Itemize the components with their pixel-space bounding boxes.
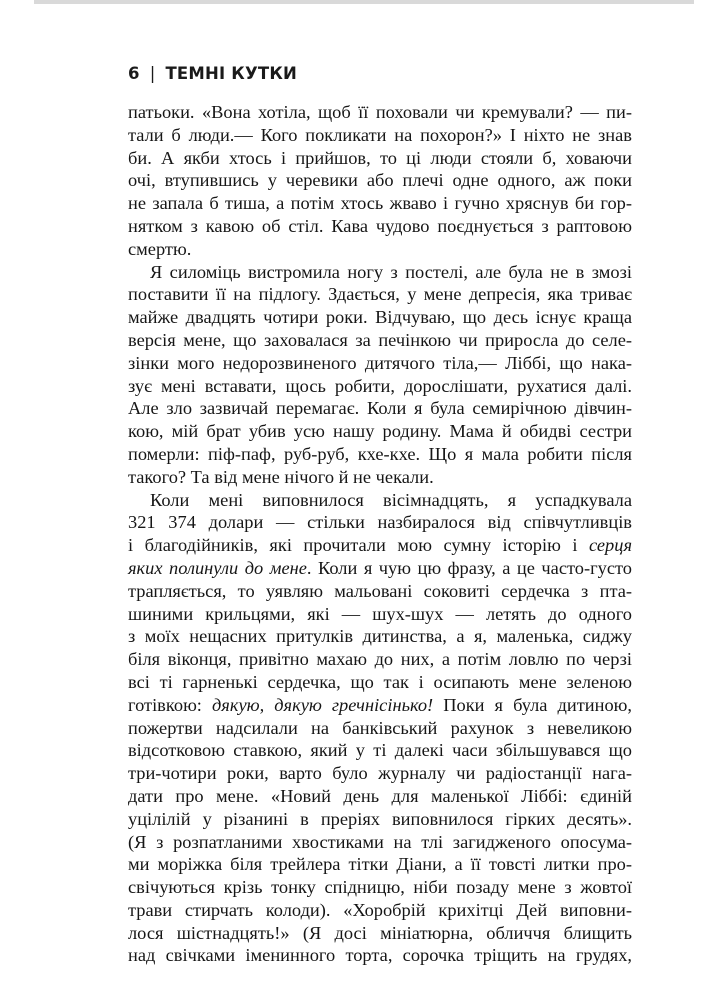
paragraph-3 xyxy=(128,489,632,968)
text-line: смертю. xyxy=(128,238,192,259)
header-separator: | xyxy=(149,64,156,83)
text-line: трави стирчать колоди). «Хоробрій крихітці Дей виповни- xyxy=(128,899,632,920)
book-title: ТЕМНІ КУТКИ xyxy=(165,64,298,83)
text-line xyxy=(128,557,632,580)
text-line: Коли мені виповнилося вісімнадцять, я успадкувала xyxy=(150,489,632,510)
body-text xyxy=(128,101,632,967)
running-head xyxy=(128,64,297,83)
text-line: уцілілій у різанині в преріях виповнилося гірких десять». xyxy=(128,808,632,829)
text-line: над свічками іменинного торта, сорочка тріщить на грудях, xyxy=(128,945,632,966)
text-line: майже двадцять чотири роки. Відчуваю, що десь існує краща xyxy=(128,307,632,328)
italic-fragment: серця xyxy=(588,535,632,556)
text-line: відсотковою ставкою, який у ті далекі часи збільшувався що xyxy=(128,740,632,761)
text-line: такого? Та від мене нічого й не чекали. xyxy=(128,466,434,487)
italic-fragment: яких полинули до мене xyxy=(128,557,307,578)
text-line xyxy=(128,534,632,557)
top-rule xyxy=(34,0,694,4)
text-line: Але зло зазвичай перемагає. Коли я була семирічною дівчин- xyxy=(128,398,632,419)
text-line: поставити її на підлогу. Здається, у мене депресія, яка триває xyxy=(128,284,632,305)
text-line: зує мені вставати, щось робити, дорослішати, рухатися далі. xyxy=(128,375,632,396)
text-line: три-чотири роки, варто було журналу чи радіостанції нага- xyxy=(128,763,632,784)
text-line: свічуються крізь тонку спідницю, ніби позаду мене з жовтої xyxy=(128,877,632,898)
text-line: патьоки. «Вона хотіла, щоб її поховали чи кремували? — пи- xyxy=(128,102,632,122)
text-line: дати про мене. «Новий день для маленької Ліббі: єдиній xyxy=(128,785,632,806)
text-line: (Я з розпатланими хвостиками на тлі загидженого опосума- xyxy=(128,831,632,852)
text-line: 321 374 долари — стільки назбиралося від співчутливців xyxy=(128,512,632,533)
text-line: зінки мого недорозвиненого дитячого тіла,— Ліббі, що нака- xyxy=(128,352,632,373)
paragraph-1 xyxy=(128,101,632,261)
italic-fragment: дякую, дякую гречнісінько! xyxy=(211,694,434,715)
text-line: біля віконця, привітно махаю до них, а потім ловлю по черзі xyxy=(128,649,632,670)
text-line: лося шістнадцять!» (Я досі мініатюрна, обличчя блищить xyxy=(128,922,632,943)
text-fragment: Поки я була дитиною, xyxy=(433,694,632,715)
text-line: нятком з кавою об стіл. Кава чудово поєднується з раптовою xyxy=(128,215,632,236)
text-line: би. А якби хтось і прийшов, то ці люди стояли б, ховаючи xyxy=(128,147,632,168)
text-line: всі ті гарненькі сердечка, що так і осипають мене зеленою xyxy=(128,671,632,692)
text-fragment: і благодійників, які прочитали мою сумну історію і xyxy=(128,535,589,556)
text-line: померли: піф-паф, руб-руб, кхе-кхе. Що я мала робити після xyxy=(128,443,632,464)
text-line: з моїх нещасних притулків дитинства, а я, маленька, сиджу xyxy=(128,626,632,647)
page-number: 6 xyxy=(128,64,140,83)
text-line xyxy=(128,694,632,717)
text-line: трапляється, то уявляю мальовані соковиті сердечка з пта- xyxy=(128,580,632,601)
text-line: ми моріжка біля трейлера тітки Діани, а її товсті литки про- xyxy=(128,854,632,875)
text-line: шиними крильцями, які — шух-шух — летять до одного xyxy=(128,603,632,624)
text-line: пожертви надсилали на банківський рахунок з невеликою xyxy=(128,717,632,738)
text-line: кою, мій брат убив усю нашу родину. Мама й обидві сестри xyxy=(128,421,632,442)
text-line: Я силоміць вистромила ногу з постелі, але була не в змозі xyxy=(150,261,632,282)
text-line: версія мене, що заховалася за печінкою чи приросла до селе- xyxy=(128,329,632,350)
paragraph-2 xyxy=(128,261,632,489)
text-line: тали б люди.— Кого покликати на похорон?» І ніхто не знав xyxy=(128,124,632,145)
text-fragment: . Коли я чую цю фразу, а це часто-густо xyxy=(306,557,632,578)
text-line: не запала б тиша, а потім хтось жваво і гучно хряснув би гор- xyxy=(128,193,632,214)
text-fragment: готівкою: xyxy=(128,694,212,715)
text-line: очі, втупившись у черевики або плечі одне одного, аж поки xyxy=(128,170,632,191)
